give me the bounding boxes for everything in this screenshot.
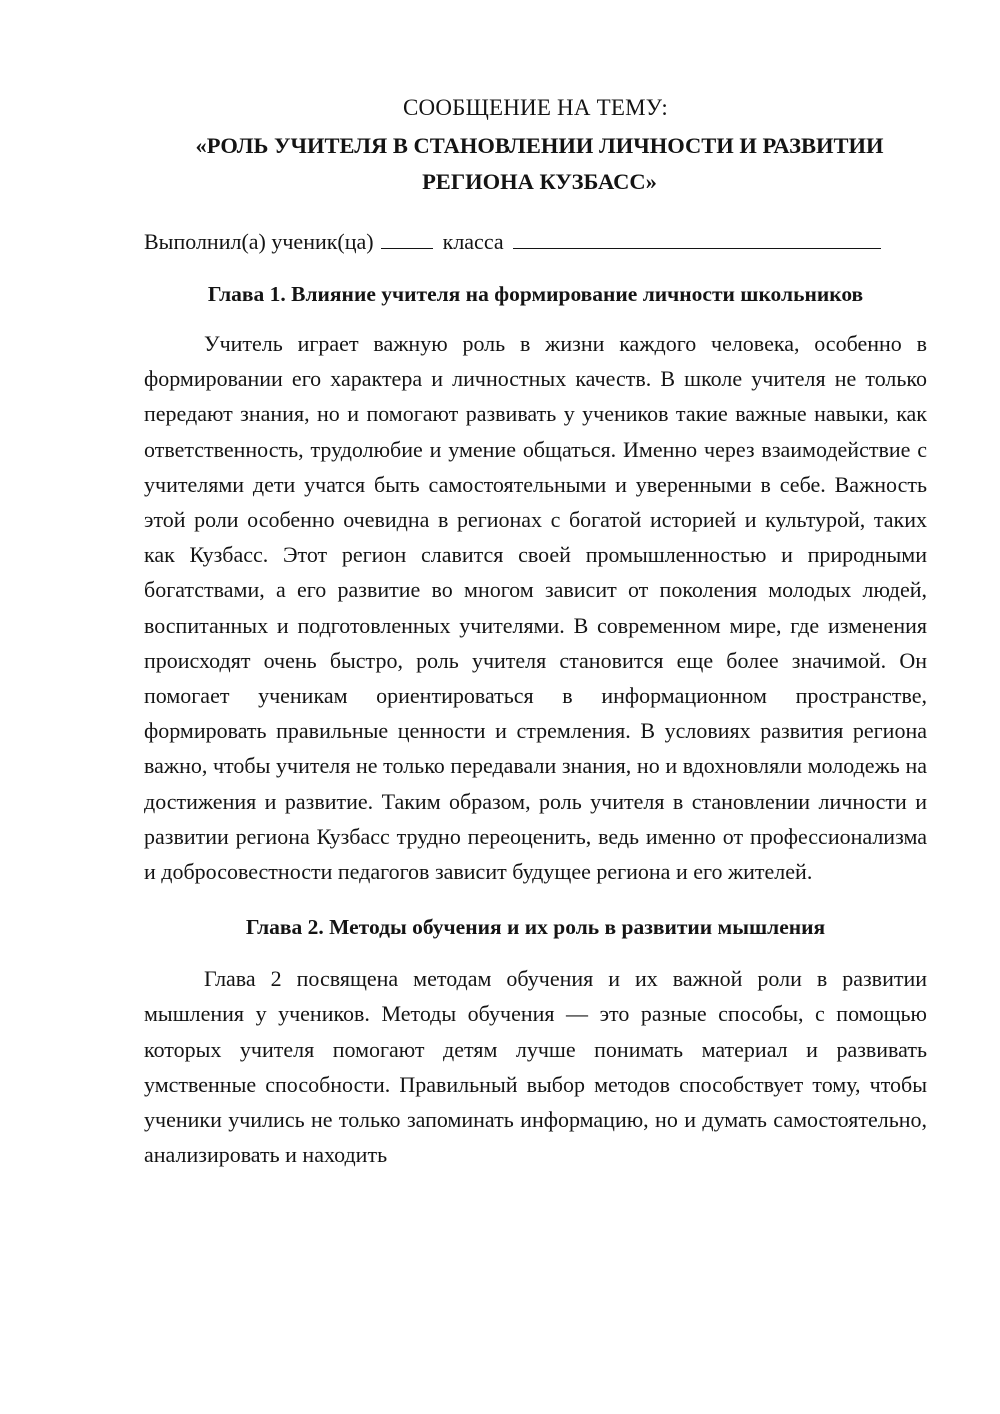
chapter-1-title: Глава 1. Влияние учителя на формирование личности школьников (207, 282, 864, 306)
document-title-line-1: «РОЛЬ УЧИТЕЛЯ В СТАНОВЛЕНИИ ЛИЧНОСТИ И РАЗВИТИИ (195, 133, 884, 158)
class-blank-line (381, 228, 433, 249)
author-prefix: Выполнил(а) ученик(ца) (144, 229, 374, 254)
chapter-1-paragraph: Учитель играет важную роль в жизни каждого человека, особенно в формировании его характера и личностных качеств. В школе учителя не только передают знания, но и помогают развивать у учеников такие важные навыки, как ответственность, трудолюбие и умение общаться. Именно через взаимодействие с учителями дети учатся быть самостоятельными и уверенными в себе. Важность этой роли особенно очевидна в регионах с богатой историей и культурой, таких как Кузбасс. Этот регион славится своей промышленностью и природными богатствами, а его развитие во многом зависит от поколения молодых людей, воспитанных и подготовленных учителями. В современном мире, где изменения происходят очень быстро, роль учителя становится еще более значимой. Он помогает ученикам ориентироваться в информационном пространстве, формировать правильные ценности и стремления. В условиях развития региона важно, чтобы учителя не только передавали знания, но и вдохновляли молодежь на достижения и развитие. Таким образом, роль учителя в становлении личности и развитии региона Кузбасс трудно переоценить, ведь именно от профессионализма и добросовестности педагогов зависит будущее региона и его жителей. (144, 331, 927, 885)
author-line (144, 226, 927, 258)
chapter-2-title: Глава 2. Методы обучения и их роль в развитии мышления (245, 915, 826, 940)
name-blank-line (513, 228, 881, 249)
class-label: класса (442, 229, 504, 254)
chapter-2-paragraph: Глава 2 посвящена методам обучения и их важной роли в развитии мышления у учеников. Методы обучения — это разные способы, с помощью которых учителя помогают детям лучше понимать материал и развивать умственные способности. Правильный выбор методов способствует тому, чтобы ученики учились не только запоминать информацию, но и думать самостоятельно, анализировать и находить (144, 966, 927, 1168)
document-title-line-2: РЕГИОНА КУЗБАСС» (422, 169, 657, 194)
document-label: СООБЩЕНИЕ НА ТЕМУ: (403, 95, 668, 120)
